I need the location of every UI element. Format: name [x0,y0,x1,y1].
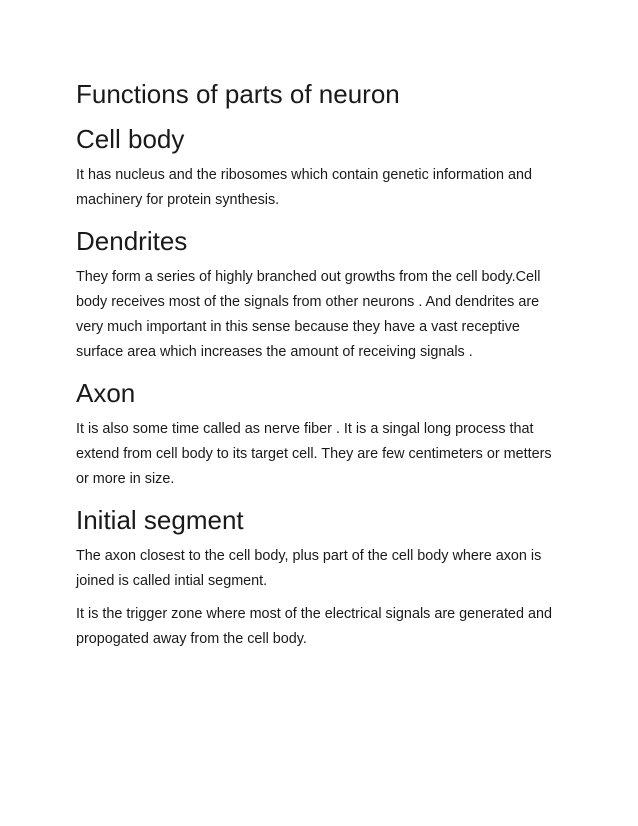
section-heading: Cell body [76,124,185,154]
section-dendrites [76,225,568,365]
section-heading: Initial segment [76,505,244,535]
section-paragraph: It is also some time called as nerve fiber . It is a singal long process that extend from cell body to its target cell. They are few centimeters or metters or more in size. [76,421,552,487]
section-cell-body [76,123,568,213]
section-initial-segment [76,504,568,652]
page-title: Functions of parts of neuron [76,79,400,109]
section-heading: Dendrites [76,226,188,256]
section-paragraph: They form a series of highly branched out growths from the cell body.Cell body receives most of the signals from other neurons . And dendrites are very much important in this sense because they have a vast receptive surface area which increases the amount of receiving signals . [76,269,541,360]
section-paragraph: It has nucleus and the ribosomes which contain genetic information and machinery for protein synthesis. [76,167,532,208]
section-axon [76,377,568,492]
section-paragraph: It is the trigger zone where most of the electrical signals are generated and propogated away from the cell body. [76,606,552,647]
section-paragraph: The axon closest to the cell body, plus part of the cell body where axon is joined is called intial segment. [76,548,542,589]
section-heading: Axon [76,378,136,408]
